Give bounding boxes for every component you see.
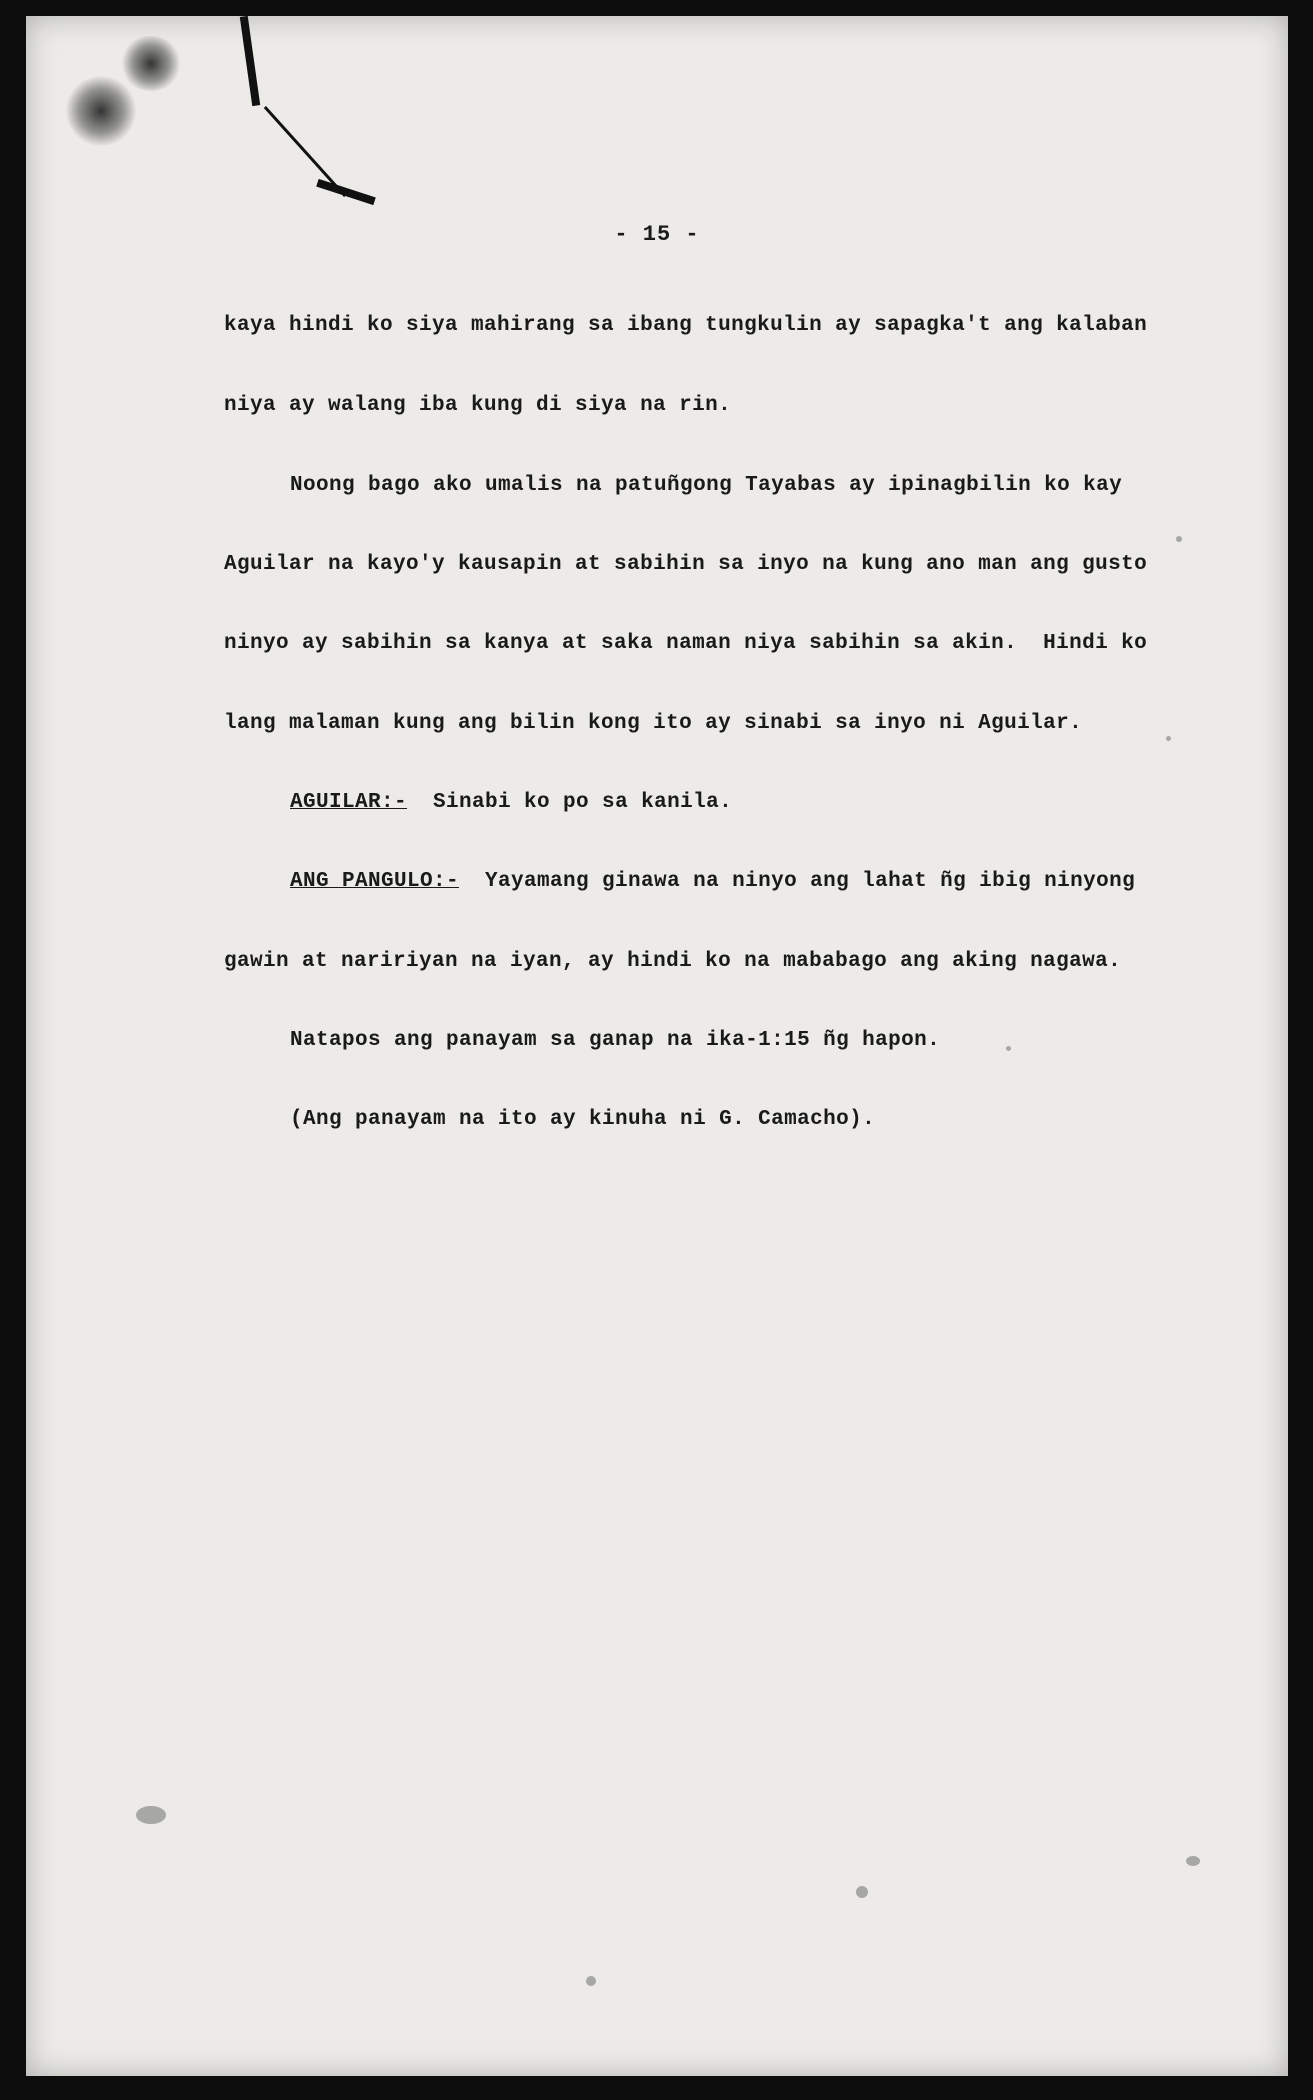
speck [1186,1856,1200,1866]
page-number: - 15 - [614,222,700,247]
body-line: lang malaman kung ang bilin kong ito ay sinabi sa inyo ni Aguilar. [224,712,1083,735]
body-line: Noong bago ako umalis na patuñgong Tayabas ay ipinagbilin ko kay [290,474,1123,497]
tear-mark [240,16,260,106]
speck [586,1976,596,1986]
speck [1166,736,1171,741]
body-line: kaya hindi ko siya mahirang sa ibang tungkulin ay sapagka't ang kalaban [224,314,1148,337]
speck [1006,1046,1011,1051]
body-line: Aguilar na kayo'y kausapin at sabihin sa inyo na kung ano man ang gusto [224,553,1148,576]
speck [1176,536,1182,542]
document-page [26,16,1288,2076]
body-line: Natapos ang panayam sa ganap na ika-1:15 ñg hapon. [290,1029,941,1052]
dialogue-line-pangulo [290,870,1135,893]
body-line: gawin at naririyan na iyan, ay hindi ko na mababago ang aking nagawa. [224,950,1122,973]
body-line: ninyo ay sabihin sa kanya at saka naman niya sabihin sa akin. Hindi ko [224,632,1148,655]
speaker-label: AGUILAR:- [290,791,408,814]
speck [136,1806,166,1824]
tear-mark [316,179,376,205]
dialogue-line-aguilar [290,791,732,814]
body-line: niya ay walang iba kung di siya na rin. [224,394,732,417]
body-line: (Ang panayam na ito ay kinuha ni G. Camacho). [290,1108,876,1131]
ink-smudge [66,76,136,146]
speaker-label: ANG PANGULO:- [290,870,460,893]
ink-smudge [121,36,181,91]
speck [856,1886,868,1898]
dialogue-text: Yayamang ginawa na ninyo ang lahat ñg ibig ninyong [459,870,1136,893]
dialogue-text: Sinabi ko po sa kanila. [407,791,733,814]
